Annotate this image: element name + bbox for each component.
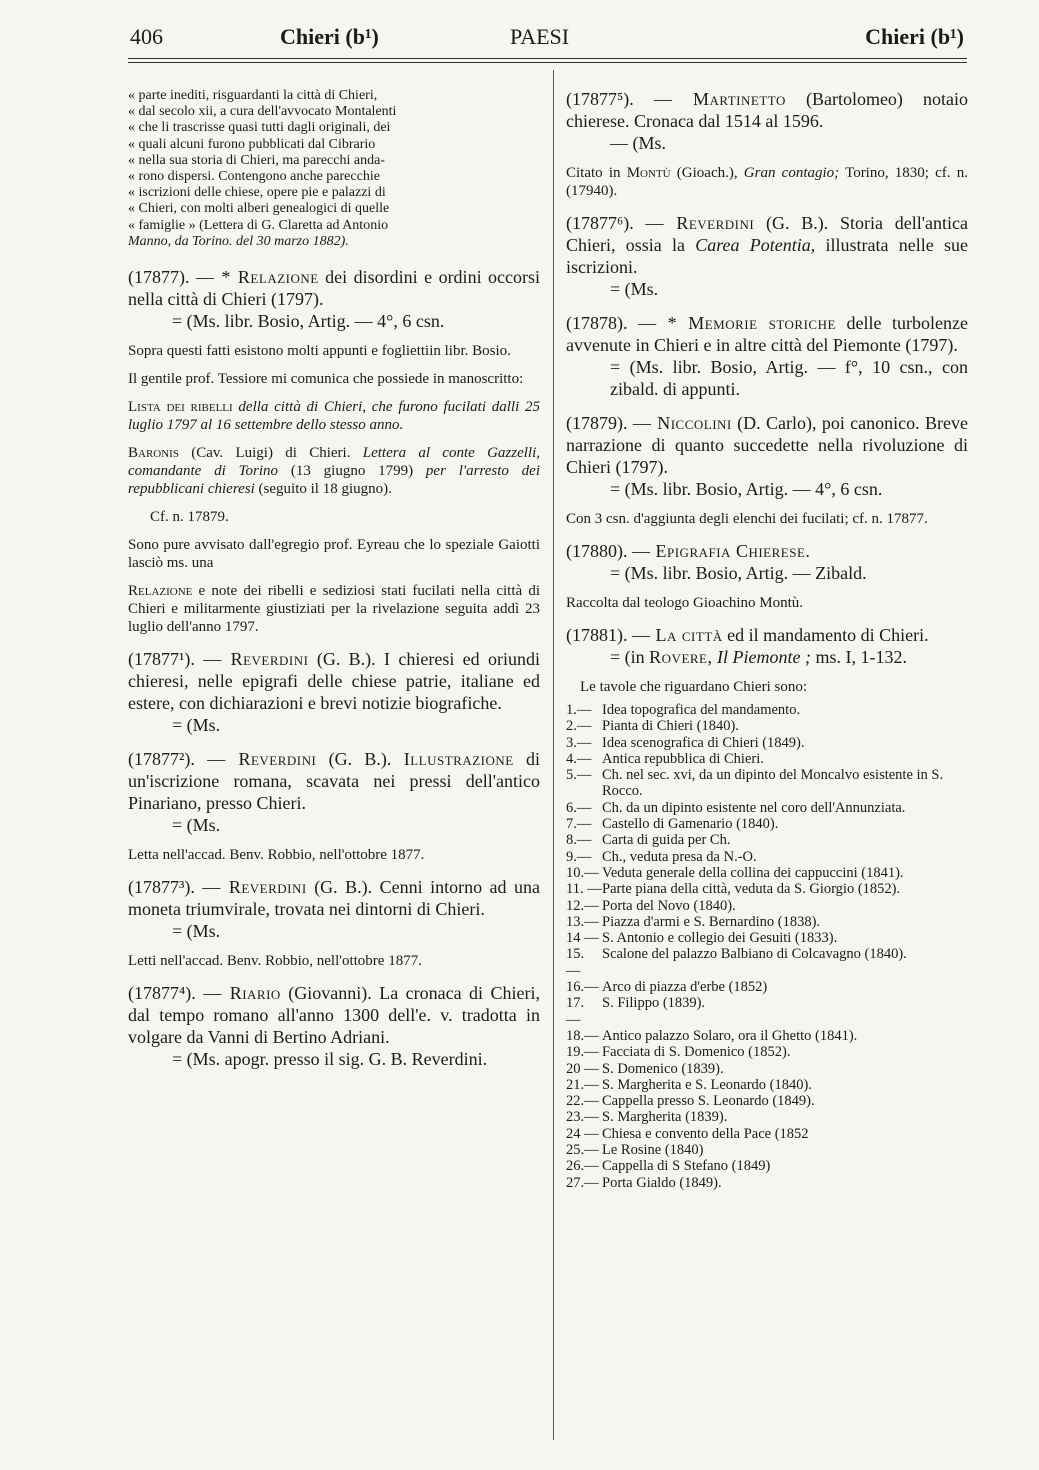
note: Sopra questi fatti esistono molti appunti e fogliettiin libr. Bosio. bbox=[128, 343, 511, 360]
entry-number: (17877³). bbox=[128, 877, 195, 898]
quote-line: « parte inediti, risguardanti la città di Chieri, bbox=[128, 88, 378, 103]
entry-italic: Carea Potentia, bbox=[695, 235, 816, 255]
plate-number: 5.— bbox=[566, 767, 592, 784]
quote-line: « iscrizioni delle chiese, opere pie e palazzi di bbox=[128, 185, 386, 201]
plate-item bbox=[566, 946, 968, 979]
entry-location: = (Ms. bbox=[172, 815, 221, 836]
left-column bbox=[128, 88, 540, 1070]
plate-title: Veduta generale della collina dei cappuccini (1841). bbox=[602, 864, 904, 881]
entry-title: (Giovanni). La cronaca di Chieri, dal tempo romano all'anno 1300 dell'e. v. tradotta in volgare da Vanni di Bertino Adriani. bbox=[128, 983, 541, 1048]
plate-number: 4.— bbox=[566, 750, 592, 767]
plate-item bbox=[566, 1093, 968, 1109]
entry-location: = (Ms. libr. Bosio, Artig. — 4°, 6 csn. bbox=[172, 311, 445, 332]
plate-number: 23.— bbox=[566, 1109, 599, 1126]
entry-17877-6 bbox=[566, 212, 968, 300]
plate-title: S. Domenico (1839). bbox=[602, 1060, 724, 1077]
location-smallcaps: Rovere, bbox=[649, 647, 713, 667]
location-italic: Il Piemonte ; bbox=[712, 647, 811, 667]
plate-number: 3.— bbox=[566, 734, 592, 751]
entry-author: — * Relazione bbox=[195, 267, 319, 288]
plate-title: Ch., veduta presa da N.-O. bbox=[602, 848, 757, 865]
plate-title: Porta del Novo (1840). bbox=[602, 897, 736, 914]
plate-number: 16.— bbox=[566, 979, 599, 996]
plate-number: 1.— bbox=[566, 702, 592, 718]
note bbox=[128, 582, 540, 636]
plate-title: Arco di piazza d'erbe (1852) bbox=[602, 979, 768, 996]
entry-author: — Reverdini bbox=[202, 877, 307, 898]
entry-author: — * Memorie storiche bbox=[638, 313, 836, 333]
plate-item bbox=[566, 816, 968, 832]
plate-title: Cappella presso S. Leonardo (1849). bbox=[602, 1093, 815, 1110]
plate-title: Ch. da un dipinto esistente nel coro dell'Annunziata. bbox=[602, 799, 906, 816]
plate-item bbox=[566, 718, 968, 734]
entry-location: = (Ms. bbox=[172, 715, 221, 736]
plate-title: S. Margherita (1839). bbox=[602, 1109, 728, 1126]
plate-item bbox=[566, 1126, 968, 1142]
entry-number: (17877²). bbox=[128, 749, 195, 770]
plate-item bbox=[566, 1142, 968, 1158]
column-divider bbox=[553, 70, 554, 1440]
entry-number: (17877⁵). bbox=[566, 89, 634, 109]
entry-author: — Epigrafia Chierese. bbox=[632, 541, 811, 561]
entry-author: — Reverdini bbox=[203, 649, 309, 670]
header-rule bbox=[128, 58, 967, 59]
plate-item bbox=[566, 1109, 968, 1125]
entry-location: = (Ms. bbox=[172, 921, 221, 942]
plate-item bbox=[566, 751, 968, 767]
entry-title: (G. B.). Storia dell'antica Chieri, ossia la bbox=[566, 213, 968, 255]
plate-item bbox=[566, 1158, 968, 1174]
entry-17881 bbox=[566, 624, 968, 668]
running-title-left: Chieri (b¹) bbox=[280, 24, 379, 49]
note: Sono pure avvisato dall'egregio prof. Eyreau che lo speziale Gaiotti lasciò ms. una bbox=[128, 537, 540, 572]
plate-item bbox=[566, 1175, 968, 1191]
plate-item bbox=[566, 865, 968, 881]
plate-title: Castello di Gamenario (1840). bbox=[602, 816, 779, 833]
plate-item bbox=[566, 914, 968, 930]
quote-line: « dal secolo xii, a cura dell'avvocato Montalenti bbox=[128, 104, 397, 120]
plate-number: 20 — bbox=[566, 1060, 599, 1077]
entry-title: (D. Carlo), poi canonico. Breve narrazione di quanto succedette nella rivoluzione di Chieri (1797). bbox=[566, 413, 968, 477]
plate-title: Facciata di S. Domenico (1852). bbox=[602, 1044, 791, 1061]
entry-author: — Niccolini bbox=[632, 413, 732, 433]
entry-17877-4 bbox=[128, 982, 540, 1070]
location-text: ms. I, 1-132. bbox=[810, 647, 907, 667]
plate-title: S. Filippo (1839). bbox=[602, 995, 706, 1012]
entry-location bbox=[566, 646, 968, 668]
plate-number: 27.— bbox=[566, 1174, 599, 1191]
plate-number: 2.— bbox=[566, 718, 592, 735]
plate-item bbox=[566, 767, 968, 800]
plate-item bbox=[566, 800, 968, 816]
plate-number: 6.— bbox=[566, 799, 592, 816]
entry-author: — Reverdini bbox=[645, 213, 755, 233]
plate-number: 18.— bbox=[566, 1027, 599, 1044]
entry-number: (17877). bbox=[128, 267, 190, 288]
entry-title: (G. B.). I chieresi ed oriundi chieresi, nelle epigrafi delle chiese patrie, italiane ed estere, con dichiarazioni e brevi notizie biografiche. bbox=[128, 649, 540, 714]
entry-title: di un'iscrizione romana, scavata nei pressi dell'antico Pinariano, presso Chieri. bbox=[128, 749, 540, 814]
entry-17879 bbox=[566, 412, 968, 500]
entry-number: (17880). bbox=[566, 541, 628, 561]
plate-number: 22.— bbox=[566, 1093, 599, 1110]
note-italic: Lettera al conte Gazzelli, comandante di Torino bbox=[128, 445, 540, 480]
note bbox=[128, 398, 540, 434]
quote-line: « che li trascrisse quasi tutti dagli originali, dei bbox=[128, 120, 391, 136]
entry-smallcaps: Illustrazione bbox=[403, 749, 514, 770]
quote-line: Manno, da Torino. del 30 marzo 1882). bbox=[128, 233, 349, 249]
entry-17877-2 bbox=[128, 748, 540, 836]
entry-number: (17877⁴). bbox=[128, 983, 196, 1004]
quote-line: « Chieri, con molti alberi genealogici di quelle bbox=[128, 201, 390, 217]
note-italic: per l'arresto dei repubblicani chieresi bbox=[128, 463, 540, 498]
plate-title: Idea topografica del mandamento. bbox=[602, 702, 801, 718]
header-rule-double bbox=[128, 62, 967, 63]
plate-title: Chiesa e convento della Pace (1852 bbox=[602, 1125, 809, 1142]
quote-continuation bbox=[128, 88, 540, 250]
plate-item bbox=[566, 979, 968, 995]
plate-item bbox=[566, 735, 968, 751]
note-smallcaps: Montù bbox=[626, 165, 671, 181]
note-text: (Gioach.), bbox=[670, 165, 738, 181]
plate-number: 7.— bbox=[566, 816, 592, 833]
note-italic: della città di Chieri, che furono fucilati dalli 25 luglio 1797 al 16 settembre dello stesso anno. bbox=[128, 399, 540, 434]
entry-17878 bbox=[566, 312, 968, 400]
entry-17877-5 bbox=[566, 88, 968, 154]
plate-title: S. Antonio e collegio dei Gesuiti (1833). bbox=[602, 930, 838, 947]
entry-title: (G. B.). Cenni intorno ad una moneta triumvirale, trovata nei dintorni di Chieri. bbox=[128, 877, 540, 920]
entry-author: — Martinetto bbox=[653, 89, 786, 109]
plate-item bbox=[566, 702, 968, 718]
entry-number: (17877⁶). bbox=[566, 213, 634, 233]
entry-text: (G. B.). bbox=[316, 749, 404, 770]
plate-number: 15. — bbox=[566, 946, 585, 979]
note: Il gentile prof. Tessiore mi comunica che possiede in manoscritto: bbox=[128, 371, 524, 388]
note bbox=[566, 164, 968, 200]
plate-title: Parte piana della città, veduta da S. Giorgio (1852). bbox=[602, 881, 901, 898]
plate-number: 19.— bbox=[566, 1044, 599, 1061]
quote-line: « famiglie » (Lettera di G. Claretta ad Antonio bbox=[128, 217, 389, 233]
plate-number: 25.— bbox=[566, 1142, 599, 1159]
plate-item bbox=[566, 995, 968, 1028]
plate-item bbox=[566, 832, 968, 848]
plates-list bbox=[566, 702, 968, 1191]
quote-line: « rono dispersi. Contengono anche parecchie bbox=[128, 169, 380, 185]
note-text: Citato in bbox=[566, 165, 627, 181]
plate-title: Carta di guida per Ch. bbox=[602, 832, 731, 849]
plate-number: 24 — bbox=[566, 1125, 599, 1142]
note: Cf. n. 17879. bbox=[150, 509, 229, 526]
note: Raccolta dal teologo Gioachino Montù. bbox=[566, 595, 804, 611]
plate-number: 12.— bbox=[566, 897, 599, 914]
plate-title: Le Rosine (1840) bbox=[602, 1142, 704, 1159]
plate-title: Pianta di Chieri (1840). bbox=[602, 718, 739, 735]
plate-title: Ch. nel sec. xvi, da un dipinto del Moncalvo esistente in S. Rocco. bbox=[602, 767, 944, 800]
plate-title: Antica repubblica di Chieri. bbox=[602, 750, 764, 767]
entry-number: (17879). bbox=[566, 413, 628, 433]
quote-line: « nella sua storia di Chieri, ma parecchi anda- bbox=[128, 152, 385, 168]
entry-author: — Reverdini bbox=[207, 749, 317, 770]
plate-number: 8.— bbox=[566, 832, 592, 849]
entry-number: (17877¹). bbox=[128, 649, 195, 670]
entry-location: — (Ms. bbox=[610, 133, 667, 153]
plate-item bbox=[566, 930, 968, 946]
entry-author: — Riario bbox=[203, 983, 281, 1004]
entry-17877-3 bbox=[128, 876, 540, 942]
plate-item bbox=[566, 1028, 968, 1044]
plate-item bbox=[566, 881, 968, 897]
entry-title: (Bartolomeo) notaio chierese. Cronaca dal 1514 al 1596. bbox=[566, 89, 969, 131]
plate-title: Idea scenografica di Chieri (1849). bbox=[602, 734, 805, 751]
plates-intro: Le tavole che riguardano Chieri sono: bbox=[580, 679, 808, 695]
note: Letti nell'accad. Benv. Robbio, nell'ottobre 1877. bbox=[128, 953, 422, 970]
plate-number: 26.— bbox=[566, 1158, 599, 1175]
location-text: = (in bbox=[610, 647, 650, 667]
entry-number: (17878). bbox=[566, 313, 628, 333]
plate-number: 10.— bbox=[566, 864, 599, 881]
entry-title: illustrata nelle sue iscrizioni. bbox=[566, 235, 968, 277]
note-text: (seguito il 18 giugno). bbox=[254, 481, 392, 498]
right-column bbox=[566, 88, 968, 1191]
plate-title: Porta Gialdo (1849). bbox=[602, 1174, 722, 1191]
plate-item bbox=[566, 1061, 968, 1077]
note-text: (13 giugno 1799) bbox=[278, 463, 414, 480]
note-italic: Gran contagio; bbox=[737, 165, 840, 181]
note-smallcaps: Baronis bbox=[128, 445, 179, 462]
plate-item bbox=[566, 898, 968, 914]
entry-author: — La città bbox=[632, 625, 723, 645]
plate-number: 13.— bbox=[566, 913, 599, 930]
note-smallcaps: Lista dei ribelli bbox=[128, 399, 233, 416]
plate-item bbox=[566, 1077, 968, 1093]
entry-title: dei disordini e ordini occorsi nella città di Chieri (1797). bbox=[128, 267, 541, 310]
entry-17877 bbox=[128, 266, 540, 332]
plate-title: Scalone del palazzo Balbiano di Colcavagno (1840). bbox=[602, 946, 907, 963]
entry-location: = (Ms. apogr. presso il sig. G. B. Reverdini. bbox=[172, 1049, 488, 1070]
note-text: (Cav. Luigi) di Chieri. bbox=[178, 445, 351, 462]
note-text: e note dei ribelli e sediziosi stati fucilati nella città di Chieri e militarmente giustiziati per la rivelazione seguita addì 23 luglio dell'anno 1797. bbox=[128, 583, 540, 636]
page-header bbox=[130, 22, 964, 56]
entry-location: = (Ms. libr. Bosio, Artig. — 4°, 6 csn. bbox=[610, 479, 883, 499]
plate-number: 21.— bbox=[566, 1076, 599, 1093]
note: Letta nell'accad. Benv. Robbio, nell'ottobre 1877. bbox=[128, 847, 425, 864]
running-title-right: Chieri (b¹) bbox=[865, 24, 964, 49]
section-title: PAESI bbox=[510, 24, 570, 49]
plate-number: 9.— bbox=[566, 848, 592, 865]
note: Con 3 csn. d'aggiunta degli elenchi dei fucilati; cf. n. 17877. bbox=[566, 511, 928, 527]
plate-number: 11. — bbox=[566, 881, 602, 898]
page-number: 406 bbox=[130, 24, 163, 49]
entry-location: = (Ms. libr. Bosio, Artig. — f°, 10 csn., con zibald. di appunti. bbox=[610, 357, 968, 399]
entry-17880 bbox=[566, 540, 968, 584]
quote-line: « quali alcuni furono pubblicati dal Cibrario bbox=[128, 136, 376, 152]
entry-17877-1 bbox=[128, 648, 540, 736]
entry-title: ed il mandamento di Chieri. bbox=[722, 625, 929, 645]
plate-title: Piazza d'armi e S. Bernardino (1838). bbox=[602, 913, 821, 930]
entry-number: (17881). bbox=[566, 625, 628, 645]
plate-title: Antico palazzo Solaro, ora il Ghetto (1841). bbox=[602, 1027, 858, 1044]
entry-location: = (Ms. bbox=[610, 279, 659, 299]
plate-item bbox=[566, 849, 968, 865]
note bbox=[128, 444, 540, 498]
entry-location: = (Ms. libr. Bosio, Artig. — Zibald. bbox=[610, 563, 867, 583]
plate-title: Cappella di S Stefano (1849) bbox=[602, 1158, 771, 1175]
plate-item bbox=[566, 1044, 968, 1060]
note-smallcaps: Relazione bbox=[128, 583, 193, 600]
plate-title: S. Margherita e S. Leonardo (1840). bbox=[602, 1076, 812, 1093]
plate-number: 14 — bbox=[566, 930, 599, 947]
entry-title: delle turbolenze avvenute in Chieri e in altre città del Piemonte (1797). bbox=[566, 313, 968, 355]
plate-number: 17. — bbox=[566, 995, 585, 1028]
note-text: Torino, 1830; cf. n. (17940). bbox=[566, 165, 968, 199]
